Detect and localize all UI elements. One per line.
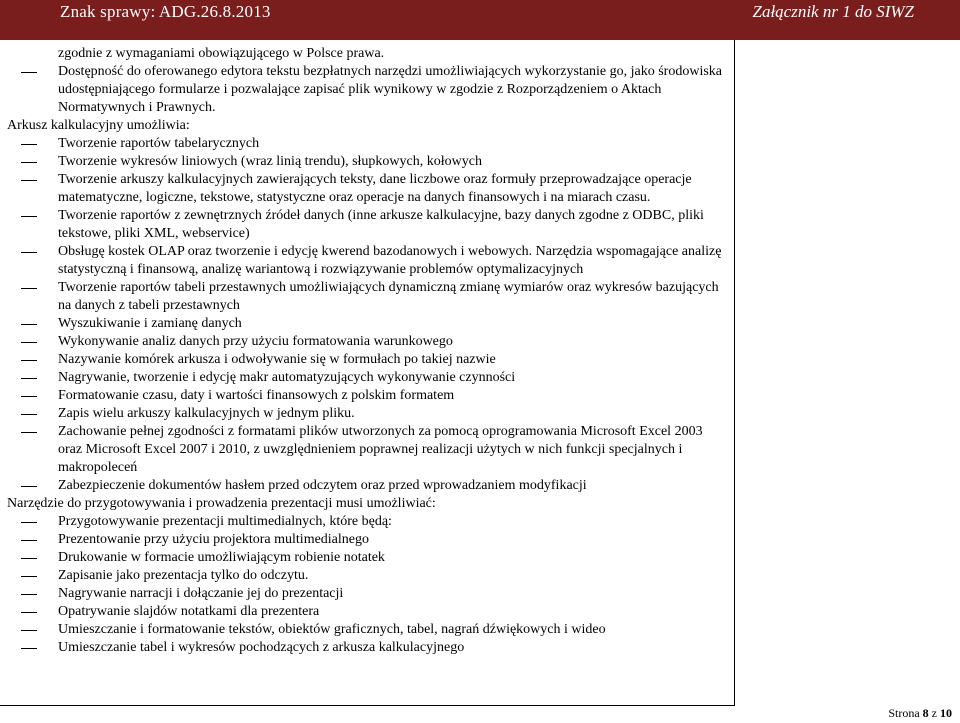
list-item: Dostępność do oferowanego edytora tekstu bezpłatnych narzędzi umożliwiających wykorzystanie go, jako środowiska udostępniającego formularze i pozwalające zapisać plik wynikowy w zgodzie z Rozporządzeniem o Aktach Normatywnych i Prawnych. <box>7 63 729 117</box>
section-heading-presentation: Narzędzie do przygotowywania i prowadzenia prezentacji musi umożliwiać: <box>7 496 436 511</box>
dash-bullet-icon <box>21 252 37 253</box>
document-header <box>0 0 960 40</box>
annex-label: Załącznik nr 1 do SIWZ <box>752 2 914 21</box>
list-item: Nazywanie komórek arkusza i odwoływanie się w formułach po takiej nazwie <box>7 351 729 369</box>
dash-bullet-icon <box>21 288 37 289</box>
dash-bullet-icon <box>21 486 37 487</box>
list-item: Obsługę kostek OLAP oraz tworzenie i edycję kwerend bazodanowych i webowych. Narzędzia wspomagające analizę statystyczną i finansową, analizę wariantową i rozwiązywanie problemów optymalizacyjnych <box>7 243 729 279</box>
list-item: Nagrywanie, tworzenie i edycję makr automatyzujących wykonywanie czynności <box>7 369 729 387</box>
list-item: Wyszukiwanie i zamianę danych <box>7 315 729 333</box>
page-number: Strona 8 z 10 <box>888 706 952 720</box>
list-item: Umieszczanie i formatowanie tekstów, obiektów graficznych, tabel, nagrań dźwiękowych i wideo <box>7 621 729 639</box>
dash-bullet-icon <box>21 396 37 397</box>
list-item: Wykonywanie analiz danych przy użyciu formatowania warunkowego <box>7 333 729 351</box>
dash-bullet-icon <box>21 342 37 343</box>
spreadsheet-feature-list <box>7 135 729 495</box>
dash-bullet-icon <box>21 324 37 325</box>
document-body <box>7 45 729 657</box>
dash-bullet-icon <box>21 414 37 415</box>
list-item: Tworzenie wykresów liniowych (wraz linią trendu), słupkowych, kołowych <box>7 153 729 171</box>
dash-bullet-icon <box>21 72 37 73</box>
dash-bullet-icon <box>21 144 37 145</box>
dash-bullet-icon <box>21 612 37 613</box>
list-item: Przygotowywanie prezentacji multimedialnych, które będą: <box>7 513 729 531</box>
dash-bullet-icon <box>21 360 37 361</box>
text-line: zgodnie z wymaganiami obowiązującego w Polsce prawa. <box>58 46 385 61</box>
dash-bullet-icon <box>21 432 37 433</box>
list-item: Nagrywanie narracji i dołączanie jej do prezentacji <box>7 585 729 603</box>
presentation-feature-list <box>7 513 729 657</box>
list-item: Tworzenie raportów tabelarycznych <box>7 135 729 153</box>
list-item: Umieszczanie tabel i wykresów pochodzących z arkusza kalkulacyjnego <box>7 639 729 657</box>
dash-bullet-icon <box>21 378 37 379</box>
dash-bullet-icon <box>21 180 37 181</box>
list-item: Tworzenie raportów tabeli przestawnych umożliwiających dynamiczną zmianę wymiarów oraz wykresów bazujących na danych z tabeli przestawnych <box>7 279 729 315</box>
dash-bullet-icon <box>21 522 37 523</box>
dash-bullet-icon <box>21 630 37 631</box>
dash-bullet-icon <box>21 594 37 595</box>
list-item: Zabezpieczenie dokumentów hasłem przed odczytem oraz przed wprowadzaniem modyfikacji <box>7 477 729 495</box>
dash-bullet-icon <box>21 162 37 163</box>
list-item: Opatrywanie slajdów notatkami dla prezentera <box>7 603 729 621</box>
dash-bullet-icon <box>21 576 37 577</box>
list-item: Prezentowanie przy użyciu projektora multimedialnego <box>7 531 729 549</box>
list-item: Zapisanie jako prezentacja tylko do odczytu. <box>7 567 729 585</box>
dash-bullet-icon <box>21 648 37 649</box>
list-item: Tworzenie raportów z zewnętrznych źródeł danych (inne arkusze kalkulacyjne, bazy danych zgodne z ODBC, pliki tekstowe, pliki XML, webservice) <box>7 207 729 243</box>
dash-bullet-icon <box>21 216 37 217</box>
list-item: Zachowanie pełnej zgodności z formatami plików utworzonych za pomocą oprogramowania Microsoft Excel 2003 oraz Microsoft Excel 2007 i 2010, z uwzględnieniem poprawnej realizacji użytych w nich funkcji specjalnych i makropoleceń <box>7 423 729 477</box>
list-item: Drukowanie w formacie umożliwiającym robienie notatek <box>7 549 729 567</box>
dash-bullet-icon <box>21 558 37 559</box>
dash-bullet-icon <box>21 540 37 541</box>
list-item: Formatowanie czasu, daty i wartości finansowych z polskim formatem <box>7 387 729 405</box>
case-number: Znak sprawy: ADG.26.8.2013 <box>60 2 271 21</box>
list-item: Zapis wielu arkuszy kalkulacyjnych w jednym pliku. <box>7 405 729 423</box>
list-item: Tworzenie arkuszy kalkulacyjnych zawierających teksty, dane liczbowe oraz formuły przeprowadzające operacje matematyczne, logiczne, tekstowe, statystyczne oraz operacje na danych finansowych i na miarach czasu. <box>7 171 729 207</box>
section-heading-spreadsheet: Arkusz kalkulacyjny umożliwia: <box>7 118 190 133</box>
